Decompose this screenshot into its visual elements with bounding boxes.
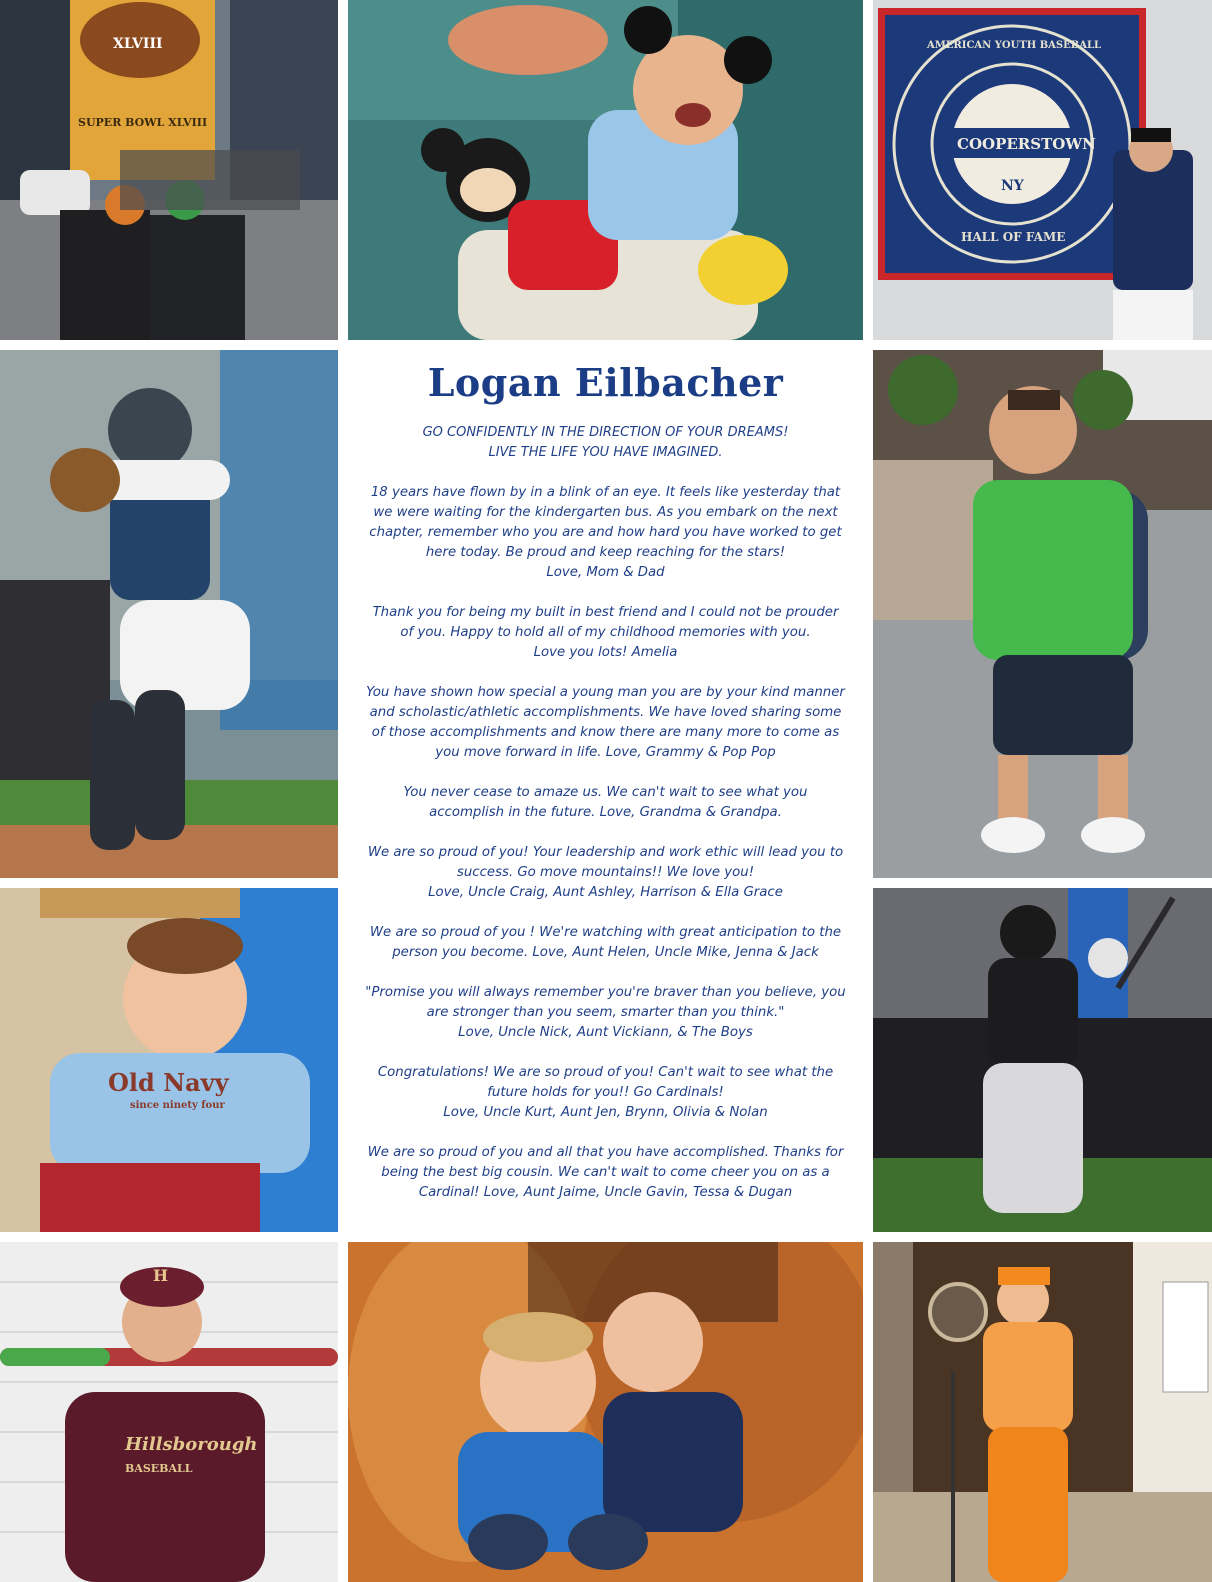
message-uncle-craig bbox=[348, 843, 863, 903]
message-mom-dad bbox=[348, 483, 863, 583]
page-title: Logan Eilbacher bbox=[427, 360, 784, 405]
message-line: We are so proud of you and all that you have accomplished. Thanks for bbox=[367, 1145, 844, 1160]
message-uncle-kurt bbox=[348, 1063, 863, 1123]
photo-super-bowl-boys bbox=[0, 0, 338, 340]
message-line: of those accomplishments and know there are many more to come as bbox=[371, 725, 840, 740]
message-line: We are so proud of you! Your leadership and work ethic will lead you to bbox=[367, 845, 844, 860]
photo-toddler-beach-chair bbox=[0, 888, 338, 1232]
message-line: success. Go move mountains!! We love you! bbox=[456, 865, 755, 880]
message-line: person you become. Love, Aunt Helen, Uncle Mike, Jenna & Jack bbox=[392, 945, 819, 960]
photo-toddler-mickey bbox=[348, 0, 863, 340]
hillsborough-text: Hillsborough bbox=[125, 1434, 258, 1455]
message-line: You never cease to amaze us. We can't wait to see what you bbox=[403, 785, 808, 800]
message-line: Love, Mom & Dad bbox=[546, 565, 665, 580]
cap-letter-text: H bbox=[153, 1266, 169, 1285]
message-line: and scholastic/athletic accomplishments. We have loved sharing some bbox=[369, 705, 842, 720]
superbowl-banner-text: SUPER BOWL XLVIII bbox=[78, 116, 208, 129]
tribute-text-panel bbox=[348, 350, 863, 1232]
message-line: accomplish in the future. Love, Grandma & Grandpa. bbox=[429, 805, 782, 820]
ring-text: AMERICAN YOUTH BASEBALL bbox=[927, 40, 1102, 51]
since-text: since ninety four bbox=[130, 1100, 225, 1111]
message-line: being the best big cousin. We can't wait to come cheer you on as a bbox=[381, 1165, 830, 1180]
message-amelia bbox=[348, 603, 863, 663]
message-line: chapter, remember who you are and how hard you have worked to get bbox=[369, 525, 842, 540]
message-line: are stronger than you seem, smarter than you think." bbox=[426, 1005, 785, 1020]
message-line: "Promise you will always remember you're braver than you believe, you bbox=[365, 985, 846, 1000]
message-line: Congratulations! We are so proud of you! Can't wait to see what the bbox=[377, 1065, 834, 1080]
photo-golfer-orange bbox=[873, 1242, 1212, 1582]
message-line: future holds for you!! Go Cardinals! bbox=[487, 1085, 724, 1100]
message-line: Thank you for being my built in best friend and I could not be prouder bbox=[372, 605, 839, 620]
message-line: 18 years have flown by in a blink of an eye. It feels like yesterday that bbox=[370, 485, 841, 500]
jersey-baseball-text: BASEBALL bbox=[125, 1462, 193, 1475]
superbowl-roman-text: XLVIII bbox=[113, 36, 163, 52]
message-line: Love, Uncle Kurt, Aunt Jen, Brynn, Olivia & Nolan bbox=[443, 1105, 768, 1120]
message-aunt-helen bbox=[348, 923, 863, 963]
message-uncle-nick bbox=[348, 983, 863, 1043]
message-line: Love, Uncle Nick, Aunt Vickiann, & The Boys bbox=[458, 1025, 753, 1040]
motto-line: GO CONFIDENTLY IN THE DIRECTION OF YOUR DREAMS! bbox=[422, 425, 789, 440]
message-line: of you. Happy to hold all of my childhood memories with you. bbox=[400, 625, 811, 640]
message-line: here today. Be proud and keep reaching for the stars! bbox=[425, 545, 786, 560]
photo-first-day-backpack bbox=[873, 350, 1212, 878]
photo-two-toddlers-jerseys bbox=[348, 1242, 863, 1582]
message-line: Love you lots! Amelia bbox=[533, 645, 678, 660]
photo-catcher bbox=[0, 350, 338, 878]
motto bbox=[348, 423, 863, 463]
photo-cooperstown-hall-of-fame bbox=[873, 0, 1212, 340]
message-line: we were waiting for the kindergarten bus. As you embark on the next bbox=[373, 505, 838, 520]
message-line: You have shown how special a young man you are by your kind manner bbox=[366, 685, 845, 700]
message-line: Love, Uncle Craig, Aunt Ashley, Harrison & Ella Grace bbox=[428, 885, 783, 900]
motto-line: LIVE THE LIFE YOU HAVE IMAGINED. bbox=[488, 445, 723, 460]
photo-boy-with-bat bbox=[0, 1242, 338, 1582]
message-line: We are so proud of you ! We're watching with great anticipation to the bbox=[369, 925, 842, 940]
message-aunt-jaime bbox=[348, 1143, 863, 1203]
old-navy-text: Old Navy bbox=[108, 1068, 229, 1097]
cooperstown-text: COOPERSTOWN bbox=[957, 135, 1096, 153]
ny-text: NY bbox=[1001, 178, 1024, 194]
ring-bottom-text: HALL OF FAME bbox=[961, 230, 1066, 244]
message-grammy-pop-pop bbox=[348, 683, 863, 763]
message-grandma-grandpa bbox=[348, 783, 863, 823]
message-line: you move forward in life. Love, Grammy & Pop Pop bbox=[435, 745, 776, 760]
photo-batter-on-deck bbox=[873, 888, 1212, 1232]
message-line: Cardinal! Love, Aunt Jaime, Uncle Gavin, Tessa & Dugan bbox=[418, 1185, 793, 1200]
